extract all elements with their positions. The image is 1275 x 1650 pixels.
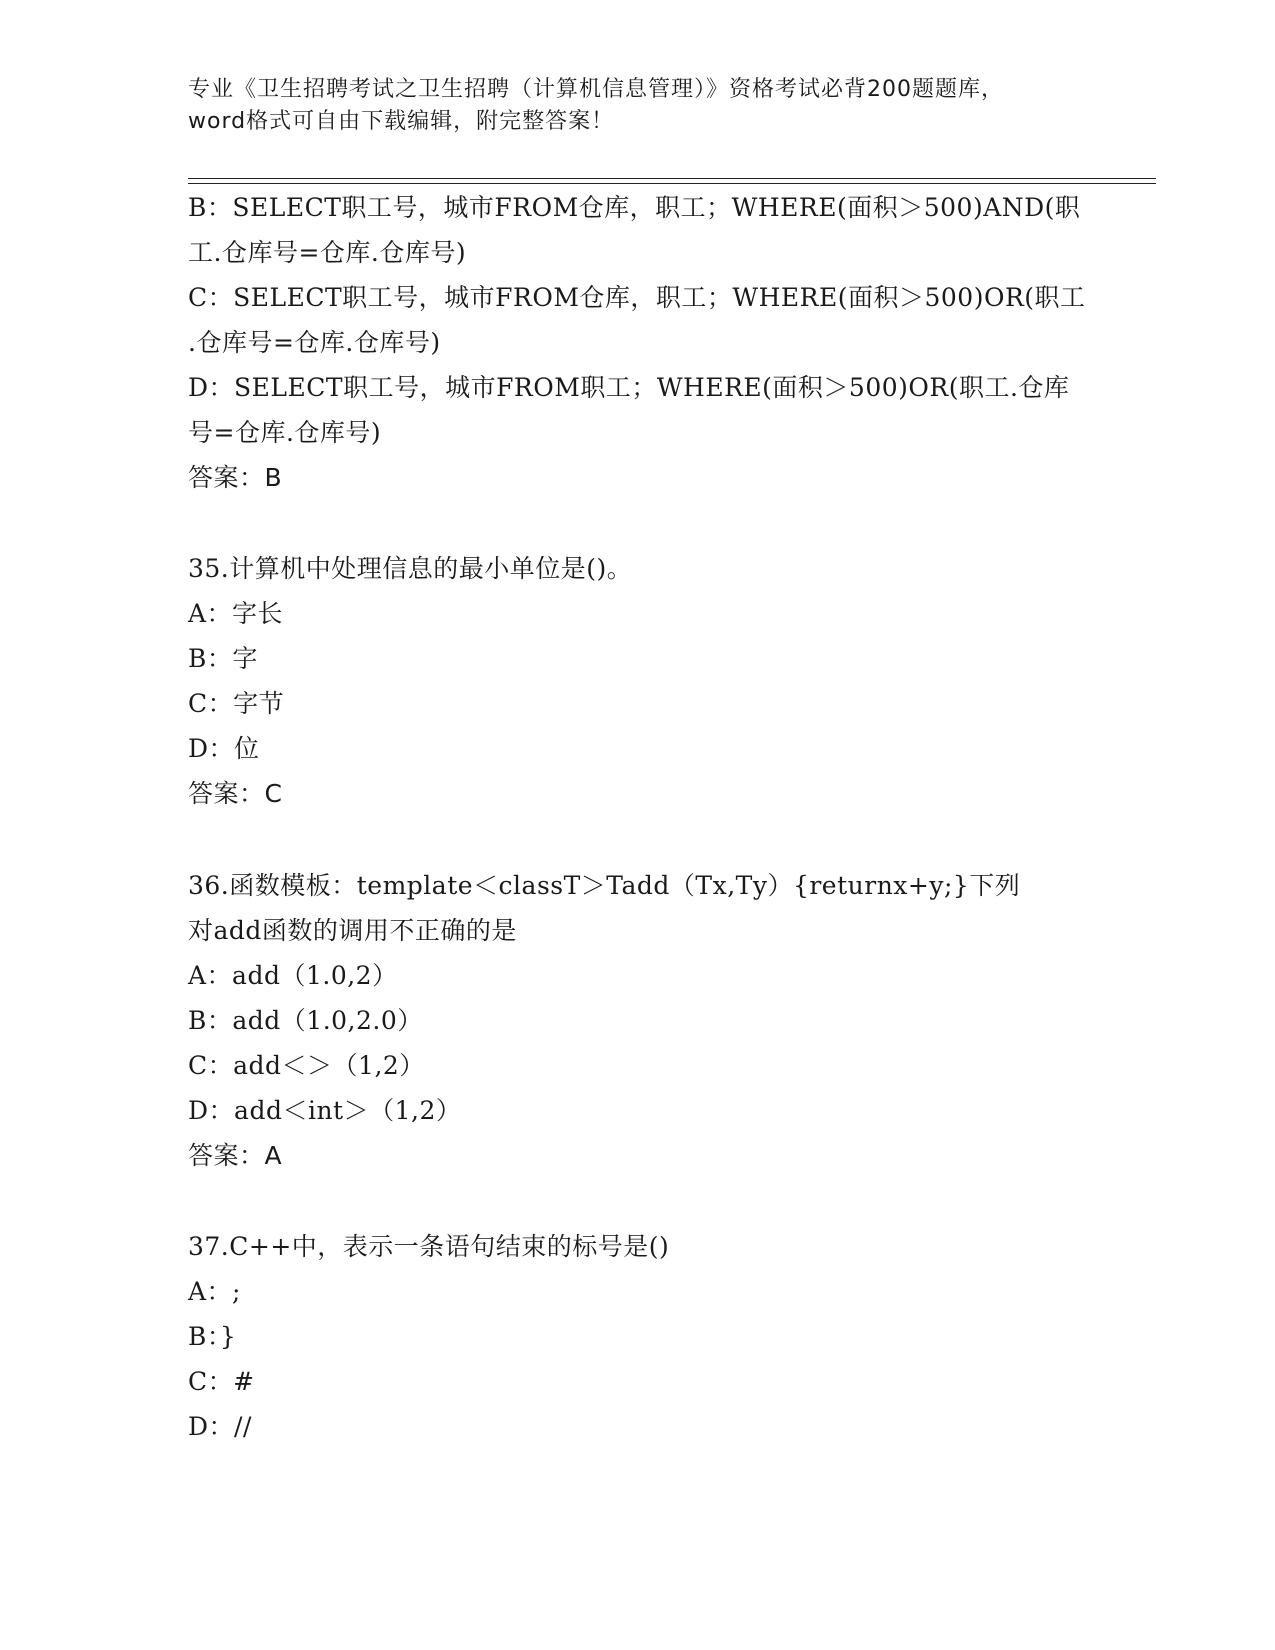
- q34-option-c-line-2: .仓库号=仓库.仓库号): [188, 328, 441, 357]
- q36-option-d: D：add＜int＞（1,2）: [188, 1096, 462, 1125]
- q34-option-d-line-2: 号=仓库.仓库号): [188, 418, 382, 447]
- q35-option-a: A：字长: [188, 599, 284, 628]
- q35-option-c: C：字节: [188, 689, 285, 718]
- header-title-line-2: word格式可自由下载编辑，附完整答案！: [188, 109, 615, 134]
- q35-stem: 35.计算机中处理信息的最小单位是()。: [188, 554, 633, 583]
- q35-answer: 答案：C: [188, 779, 283, 808]
- header-title-line-1: 专业《卫生招聘考试之卫生招聘（计算机信息管理）》资格考试必背200题题库，: [188, 77, 1004, 102]
- q36-option-c: C：add＜＞（1,2）: [188, 1051, 425, 1080]
- header-divider-bottom: [188, 183, 1156, 184]
- q37-stem: 37.C++中，表示一条语句结束的标号是(): [188, 1232, 670, 1261]
- q34-option-b-line-2: 工.仓库号=仓库.仓库号): [188, 238, 467, 267]
- q36-stem-line-2: 对add函数的调用不正确的是: [188, 916, 517, 945]
- q37-option-a: A：;: [188, 1277, 241, 1306]
- q34-option-d-line-1: D：SELECT职工号，城市FROM职工；WHERE(面积＞500)OR(职工.仓库: [188, 373, 1070, 402]
- q37-option-b: B：}: [188, 1322, 237, 1351]
- q36-answer: 答案：A: [188, 1141, 283, 1170]
- q34-answer: 答案：B: [188, 463, 283, 492]
- header-divider-top: [188, 178, 1156, 179]
- q36-stem-line-1: 36.函数模板：template＜classT＞Tadd（Tx,Ty）{returnx+y;}下列: [188, 871, 1021, 900]
- q34-option-c-line-1: C：SELECT职工号，城市FROM仓库，职工；WHERE(面积＞500)OR(职工: [188, 283, 1086, 312]
- q35-option-d: D：位: [188, 734, 260, 763]
- q35-option-b: B：字: [188, 644, 258, 673]
- document-header: [188, 74, 1088, 138]
- q34-option-b-line-1: B：SELECT职工号，城市FROM仓库，职工；WHERE(面积＞500)AND(职: [188, 193, 1081, 222]
- q36-option-a: A：add（1.0,2）: [188, 961, 398, 990]
- q37-option-d: D：//: [188, 1412, 252, 1441]
- q37-option-c: C：#: [188, 1367, 255, 1396]
- q36-option-b: B：add（1.0,2.0）: [188, 1006, 423, 1035]
